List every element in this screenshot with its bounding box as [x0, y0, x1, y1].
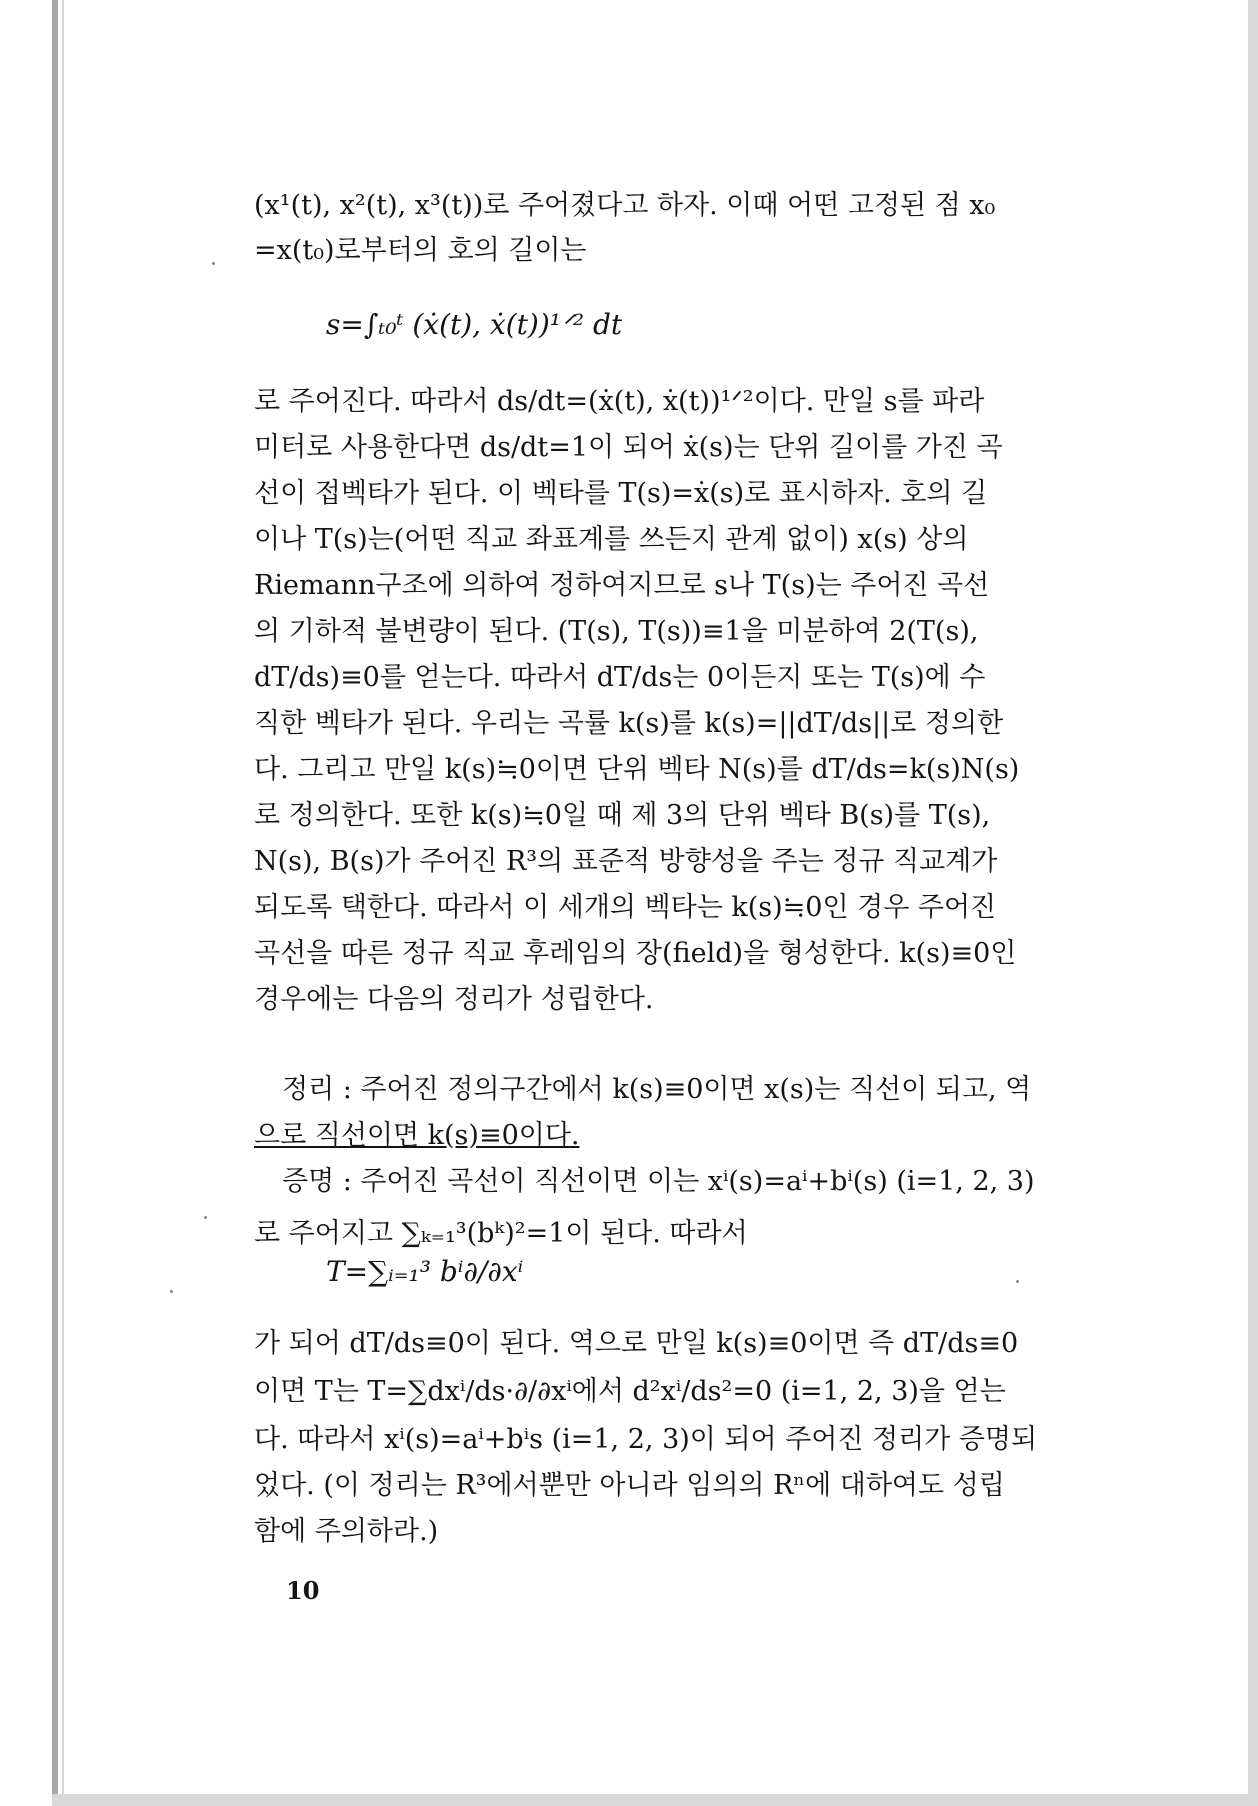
theorem-statement-cont: [254, 1114, 1102, 1157]
proof-line: 로 주어지고 ∑ₖ₌₁³(bᵏ)²=1이 된다. 따라서: [254, 1218, 748, 1249]
speck: [212, 262, 215, 265]
equation-arc-length: s=∫ₜ₀ᵗ (ẋ(t), ẋ(t))¹ᐟ² dt: [326, 308, 623, 341]
theorem-underlined-text: 으로 직선이면 k(s)≡0이다.: [254, 1120, 580, 1151]
text-line: 가 되어 dT/ds≡0이 된다. 역으로 만일 k(s)≡0이면 즉 dT/ds≡0: [254, 1328, 1019, 1359]
text-line: 직한 벡타가 된다. 우리는 곡률 k(s)를 k(s)=||dT/ds||로 정의한: [254, 708, 1004, 739]
text-line: 곡선을 따른 정규 직교 후레임의 장(field)을 형성한다. k(s)≡0인: [254, 938, 1017, 969]
text-line: (x¹(t), x²(t), x³(t))로 주어졌다고 하자. 이때 어떤 고정된 점 x₀: [254, 190, 996, 221]
page-number: 10: [286, 1576, 320, 1605]
speck: [1016, 1280, 1019, 1283]
theorem-statement: 정리 : 주어진 정의구간에서 k(s)≡0이면 x(s)는 직선이 되고, 역: [282, 1074, 1032, 1105]
text-line: dT/ds)≡0를 얻는다. 따라서 dT/ds는 0이든지 또는 T(s)에 수: [254, 662, 986, 693]
text-line: 로 정의한다. 또한 k(s)≒0일 때 제 3의 단위 벡타 B(s)를 T(s),: [254, 800, 991, 831]
speck: [170, 1290, 173, 1293]
page-edge-left: [52, 0, 58, 1806]
text-line: 함에 주의하라.): [254, 1516, 439, 1547]
text-line: 선이 접벡타가 된다. 이 벡타를 T(s)=ẋ(s)로 표시하자. 호의 길: [254, 478, 988, 509]
page-edge-right: [1248, 0, 1258, 1806]
text-line: 미터로 사용한다면 ds/dt=1이 되어 ẋ(s)는 단위 길이를 가진 곡: [254, 432, 1003, 463]
page-edge-bottom: [52, 1794, 1258, 1806]
text-line: =x(t₀)로부터의 호의 길이는: [254, 235, 587, 266]
proof-line: 증명 : 주어진 곡선이 직선이면 이는 xⁱ(s)=aⁱ+bⁱ(s) (i=1, 2, 3): [282, 1166, 1035, 1197]
text-line: 로 주어진다. 따라서 ds/dt=(ẋ(t), ẋ(t))¹ᐟ²이다. 만일 s를 파라: [254, 386, 985, 417]
text-line: Riemann구조에 의하여 정하여지므로 s나 T(s)는 주어진 곡선: [254, 570, 990, 601]
text-line: 되도록 택한다. 따라서 이 세개의 벡타는 k(s)≒0인 경우 주어진: [254, 892, 997, 923]
text-line: 의 기하적 불변량이 된다. (T(s), T(s))≡1을 미분하여 2(T(s),: [254, 616, 979, 647]
text-line: 이나 T(s)는(어떤 직교 좌표계를 쓰든지 관계 없이) x(s) 상의: [254, 524, 969, 555]
text-line: 경우에는 다음의 정리가 성립한다.: [254, 984, 654, 1015]
text-line: 다. 그리고 만일 k(s)≒0이면 단위 벡타 N(s)를 dT/ds=k(s)N(s): [254, 754, 1020, 785]
text-line: 다. 따라서 xⁱ(s)=aⁱ+bⁱs (i=1, 2, 3)이 되어 주어진 정리가 증명되: [254, 1424, 1038, 1455]
text-line: N(s), B(s)가 주어진 R³의 표준적 방향성을 주는 정규 직교계가: [254, 846, 998, 877]
speck: [204, 1216, 207, 1219]
page-edge-left-inner: [62, 0, 64, 1806]
equation-tangent: T=∑ᵢ₌₁³ bⁱ∂/∂xⁱ: [326, 1255, 524, 1288]
text-line: 이면 T는 T=∑dxⁱ/ds·∂/∂xⁱ에서 d²xⁱ/ds²=0 (i=1, 2, 3)을 얻는: [254, 1376, 1006, 1407]
text-line: 었다. (이 정리는 R³에서뿐만 아니라 임의의 Rⁿ에 대하여도 성립: [254, 1470, 1005, 1501]
